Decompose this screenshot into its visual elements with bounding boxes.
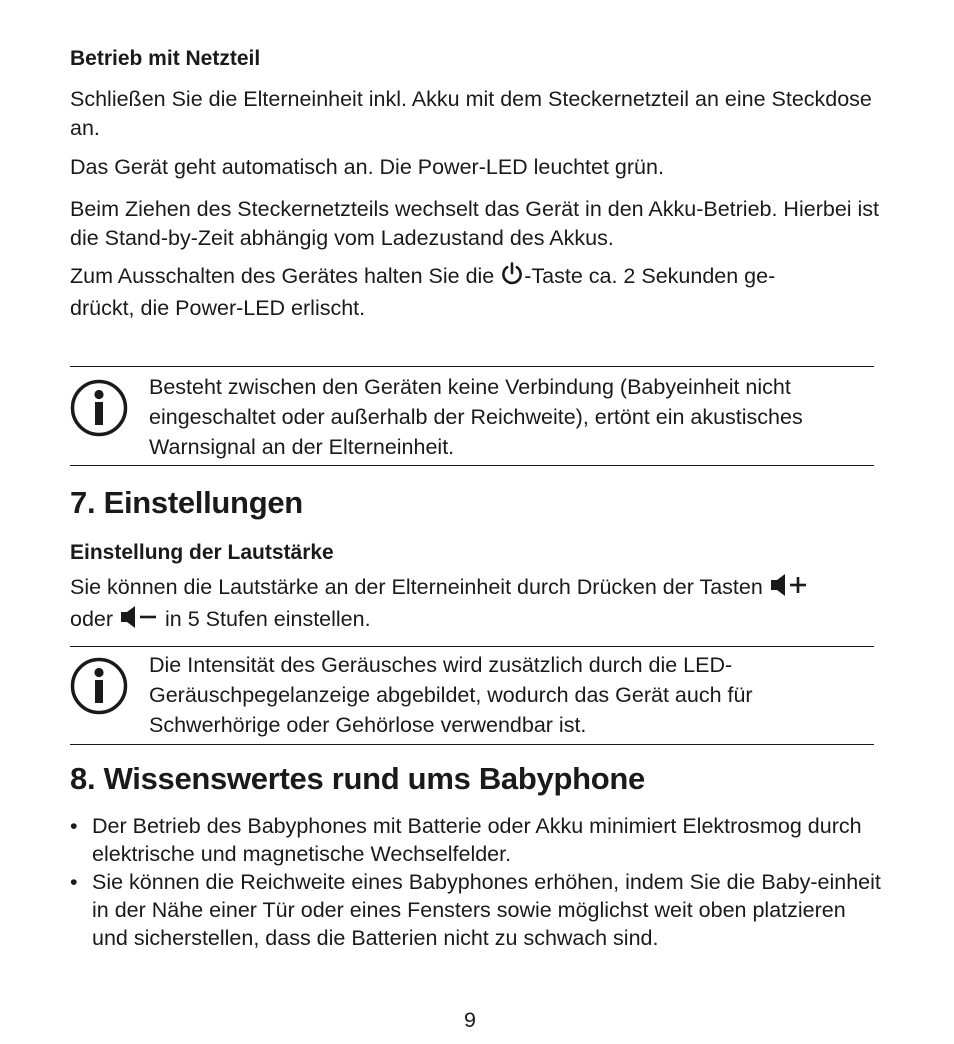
facts-list: [70, 812, 885, 952]
subheading-volume: Einstellung der Lautstärke: [70, 541, 334, 564]
paragraph-switch-off: Zum Ausschalten des Gerätes halten Sie die -Taste ca. 2 Sekunden ge- drückt, die Power-LED erlischt.: [70, 264, 776, 320]
volume-minus-icon: [119, 605, 159, 637]
list-item: • Sie können die Reichweite eines Babyphones erhöhen, indem Sie die Baby-einheit in der Nähe einer Tür oder eines Fensters sowie möglichst weit oben platzieren und sicherstellen, dass die Batterien nicht zu schwach sind.: [70, 870, 881, 950]
divider-bottom: [70, 744, 874, 745]
info-icon: [70, 657, 128, 715]
paragraph-auto-on: Das Gerät geht automatisch an. Die Power-LED leuchtet grün.: [70, 155, 664, 179]
heading-settings: 7. Einstellungen: [70, 485, 303, 520]
paragraph-volume: Sie können die Lautstärke an der Elterneinheit durch Drücken der Tasten oder in 5 Stufen einstellen.: [70, 573, 880, 637]
divider-top: [70, 366, 874, 367]
divider-bottom: [70, 465, 874, 466]
paragraph-battery-mode: Beim Ziehen des Steckernetzteils wechselt das Gerät in den Akku-Betrieb. Hierbei ist die Stand-by-Zeit abhängig vom Ladezustand des Akkus.: [70, 197, 880, 250]
info-icon: [70, 379, 128, 437]
list-item: • Der Betrieb des Babyphones mit Batterie oder Akku minimiert Elektrosmog durch elektrische und magnetische Wechselfelder.: [70, 814, 862, 866]
volume-plus-icon: [769, 573, 809, 605]
note-led-text: Die Intensität des Geräusches wird zusätzlich durch die LED-Geräuschpegelanzeige abgebildet, wodurch das Gerät auch für Schwerhörige oder Gehörlose verwendbar ist.: [149, 653, 753, 737]
divider-top: [70, 646, 874, 647]
note-connection-text: Besteht zwischen den Geräten keine Verbindung (Babyeinheit nicht eingeschaltet oder außerhalb der Reichweite), ertönt ein akustisches Warnsignal an der Elterneinheit.: [149, 375, 803, 459]
paragraph-connect: Schließen Sie die Elterneinheit inkl. Akku mit dem Steckernetzteil an eine Steckdose an.: [70, 87, 872, 140]
power-icon: [500, 262, 524, 294]
heading-facts: 8. Wissenswertes rund ums Babyphone: [70, 761, 645, 796]
subheading-power-supply: Betrieb mit Netzteil: [70, 47, 261, 70]
page-number: 9: [464, 1008, 476, 1032]
